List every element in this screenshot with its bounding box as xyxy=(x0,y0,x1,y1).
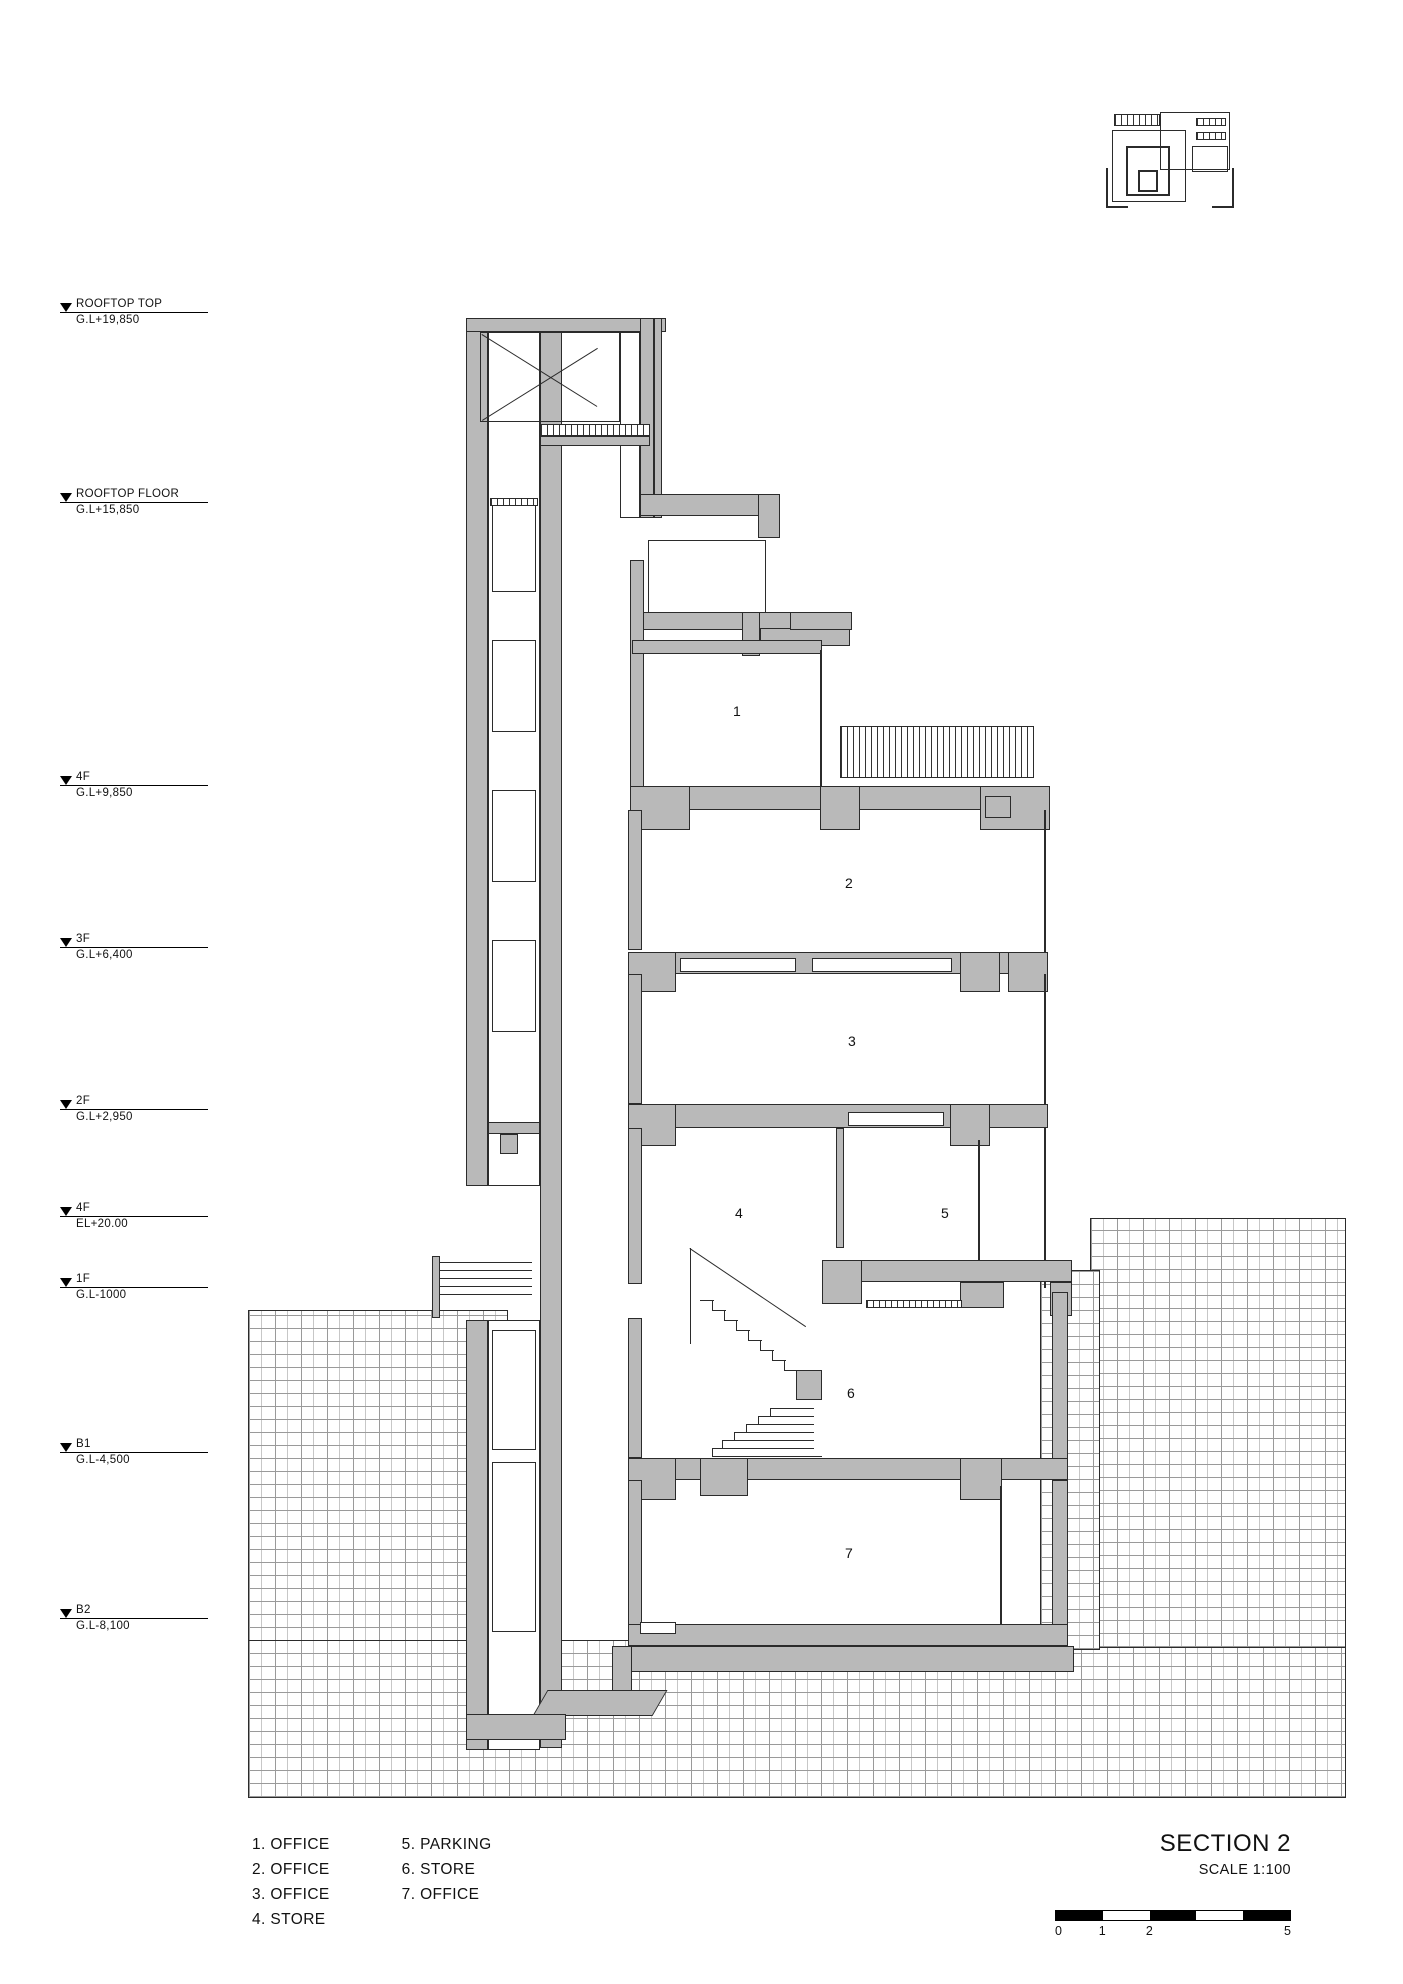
parapet-skin xyxy=(654,318,662,518)
legend-item: 4. STORE xyxy=(252,1911,326,1928)
b1-wall-right xyxy=(1052,1292,1068,1460)
lift-car-3 xyxy=(492,790,536,882)
exterior-stair-wall xyxy=(432,1256,440,1318)
legend-column-one xyxy=(252,1832,330,1932)
lift-car-4 xyxy=(492,940,536,1032)
b1-beam-drop xyxy=(960,1458,1002,1500)
level-line xyxy=(60,1109,208,1110)
scale-bar-tick-label: 5 xyxy=(1284,1924,1291,1938)
b2-floor-slab xyxy=(628,1624,1068,1646)
louver-screen xyxy=(840,726,1034,778)
lift-pit-beam xyxy=(488,1122,540,1134)
lift-shaft-void xyxy=(488,318,540,1186)
earth-hatch-right xyxy=(1090,1218,1346,1648)
f4-beam-drop xyxy=(820,786,860,830)
scale-bar-tick-label: 2 xyxy=(1145,1924,1153,1938)
rooftop-room-void xyxy=(648,540,766,620)
b2-wall-left xyxy=(628,1480,642,1640)
level-triangle-icon xyxy=(60,938,72,947)
level-line xyxy=(60,312,208,313)
level-name: B2 xyxy=(76,1604,91,1616)
level-name: ROOFTOP TOP xyxy=(76,298,163,310)
f3-beam-drop xyxy=(960,952,1000,992)
b1-wall-left xyxy=(628,1318,642,1458)
level-line xyxy=(60,947,208,948)
roof-insulation-hatch xyxy=(540,424,650,436)
legend-item: 1. OFFICE xyxy=(252,1836,330,1853)
stair-treads-lower xyxy=(712,1404,822,1464)
b1-floor-slab xyxy=(628,1458,1068,1480)
f4b-wall-left xyxy=(628,1128,642,1284)
title-block xyxy=(1160,1830,1291,1878)
legend-item: 2. OFFICE xyxy=(252,1861,330,1878)
level-line xyxy=(60,1618,208,1619)
f1-upper-beam xyxy=(632,640,822,654)
level-triangle-icon xyxy=(60,776,72,785)
stair-landing xyxy=(796,1370,822,1400)
level-elevation: G.L-8,100 xyxy=(76,1620,130,1632)
b2-wall-right xyxy=(1052,1480,1068,1640)
level-elevation: G.L+6,400 xyxy=(76,949,133,961)
room-number: 6 xyxy=(847,1385,855,1401)
room-number: 4 xyxy=(735,1205,743,1221)
level-elevation: EL+20.00 xyxy=(76,1218,128,1230)
scale-bar-tick-label: 0 xyxy=(1055,1924,1062,1938)
level-triangle-icon xyxy=(60,1278,72,1287)
lift-car-1 xyxy=(492,500,536,592)
scale-bar xyxy=(1055,1910,1291,1938)
room-number: 2 xyxy=(845,875,853,891)
partition-store-parking xyxy=(836,1128,844,1248)
legend-column-two xyxy=(402,1832,492,1907)
level-elevation: G.L-4,500 xyxy=(76,1454,130,1466)
drawing-title: SECTION 2 xyxy=(1159,1830,1291,1857)
level-elevation: G.L+19,850 xyxy=(76,314,140,326)
lift-car-2 xyxy=(492,640,536,732)
foundation-toe xyxy=(466,1714,566,1740)
core-wall-left-lower xyxy=(466,1320,488,1750)
level-line xyxy=(60,1287,208,1288)
legend-item: 3. OFFICE xyxy=(252,1886,330,1903)
level-elevation: G.L+15,850 xyxy=(76,504,140,516)
level-triangle-icon xyxy=(60,1100,72,1109)
core-lower-panel-1 xyxy=(492,1330,536,1450)
f2-wall-left xyxy=(628,810,642,950)
scale-bar-labels xyxy=(1055,1924,1291,1938)
scale-bar-tick-label: 1 xyxy=(1098,1924,1106,1938)
level-name: 4F xyxy=(76,1202,91,1214)
level-elevation: G.L+2,950 xyxy=(76,1111,133,1123)
legend-item: 6. STORE xyxy=(401,1861,476,1878)
f3-wall-left xyxy=(628,974,642,1104)
core-wall-left xyxy=(466,318,488,1186)
f2-ceiling-recess xyxy=(848,1112,944,1126)
level-triangle-icon xyxy=(60,1207,72,1216)
legend-item: 7. OFFICE xyxy=(401,1886,480,1903)
room-number: 7 xyxy=(845,1545,853,1561)
level-line xyxy=(60,1452,208,1453)
level-line xyxy=(60,1216,208,1217)
foundation-haunch xyxy=(532,1690,667,1716)
f3-ceiling-recess-a xyxy=(680,958,796,972)
ground-beam xyxy=(960,1282,1004,1308)
level-name: ROOFTOP FLOOR xyxy=(76,488,180,500)
terrace-coping xyxy=(790,612,852,630)
room-number: 5 xyxy=(941,1205,949,1221)
core-lower-panel-2 xyxy=(492,1462,536,1632)
room-number: 1 xyxy=(733,703,741,719)
b2-slab-recess xyxy=(640,1622,676,1634)
rooftop-edge-wall xyxy=(758,494,780,538)
level-line xyxy=(60,785,208,786)
lift-guide-hatch xyxy=(490,498,538,506)
level-elevation: G.L+9,850 xyxy=(76,787,133,799)
f4-duct xyxy=(985,796,1011,818)
level-name: 2F xyxy=(76,1095,91,1107)
level-triangle-icon xyxy=(60,1609,72,1618)
level-elevation: G.L-1000 xyxy=(76,1289,127,1301)
key-plan xyxy=(1100,112,1240,220)
f1-wall-left xyxy=(630,560,644,790)
b1-beam-mid xyxy=(700,1458,748,1496)
level-name: 1F xyxy=(76,1273,91,1285)
legend xyxy=(252,1832,492,1932)
legend-item: 5. PARKING xyxy=(401,1836,492,1853)
parapet-wall-right xyxy=(640,318,654,518)
level-line xyxy=(60,502,208,503)
drawing-scale: SCALE 1:100 xyxy=(1198,1862,1291,1878)
lift-machine xyxy=(500,1134,518,1154)
f2-beam-drop xyxy=(950,1104,990,1146)
f3-ceiling-recess-b xyxy=(812,958,952,972)
room-number: 3 xyxy=(848,1033,856,1049)
level-name: B1 xyxy=(76,1438,91,1450)
level-triangle-icon xyxy=(60,493,72,502)
ground-waterproof-hatch xyxy=(866,1300,962,1308)
level-triangle-icon xyxy=(60,303,72,312)
level-name: 4F xyxy=(76,771,91,783)
f3-beam-right xyxy=(1008,952,1048,992)
core-wall-right xyxy=(540,318,562,1748)
rooftop-top-slab xyxy=(466,318,666,332)
roof-beam xyxy=(540,436,650,446)
scale-bar-graphic xyxy=(1055,1910,1291,1921)
level-name: 3F xyxy=(76,933,91,945)
exterior-stair xyxy=(432,1262,532,1300)
level-triangle-icon xyxy=(60,1443,72,1452)
b2-mat-foundation xyxy=(612,1646,1074,1672)
